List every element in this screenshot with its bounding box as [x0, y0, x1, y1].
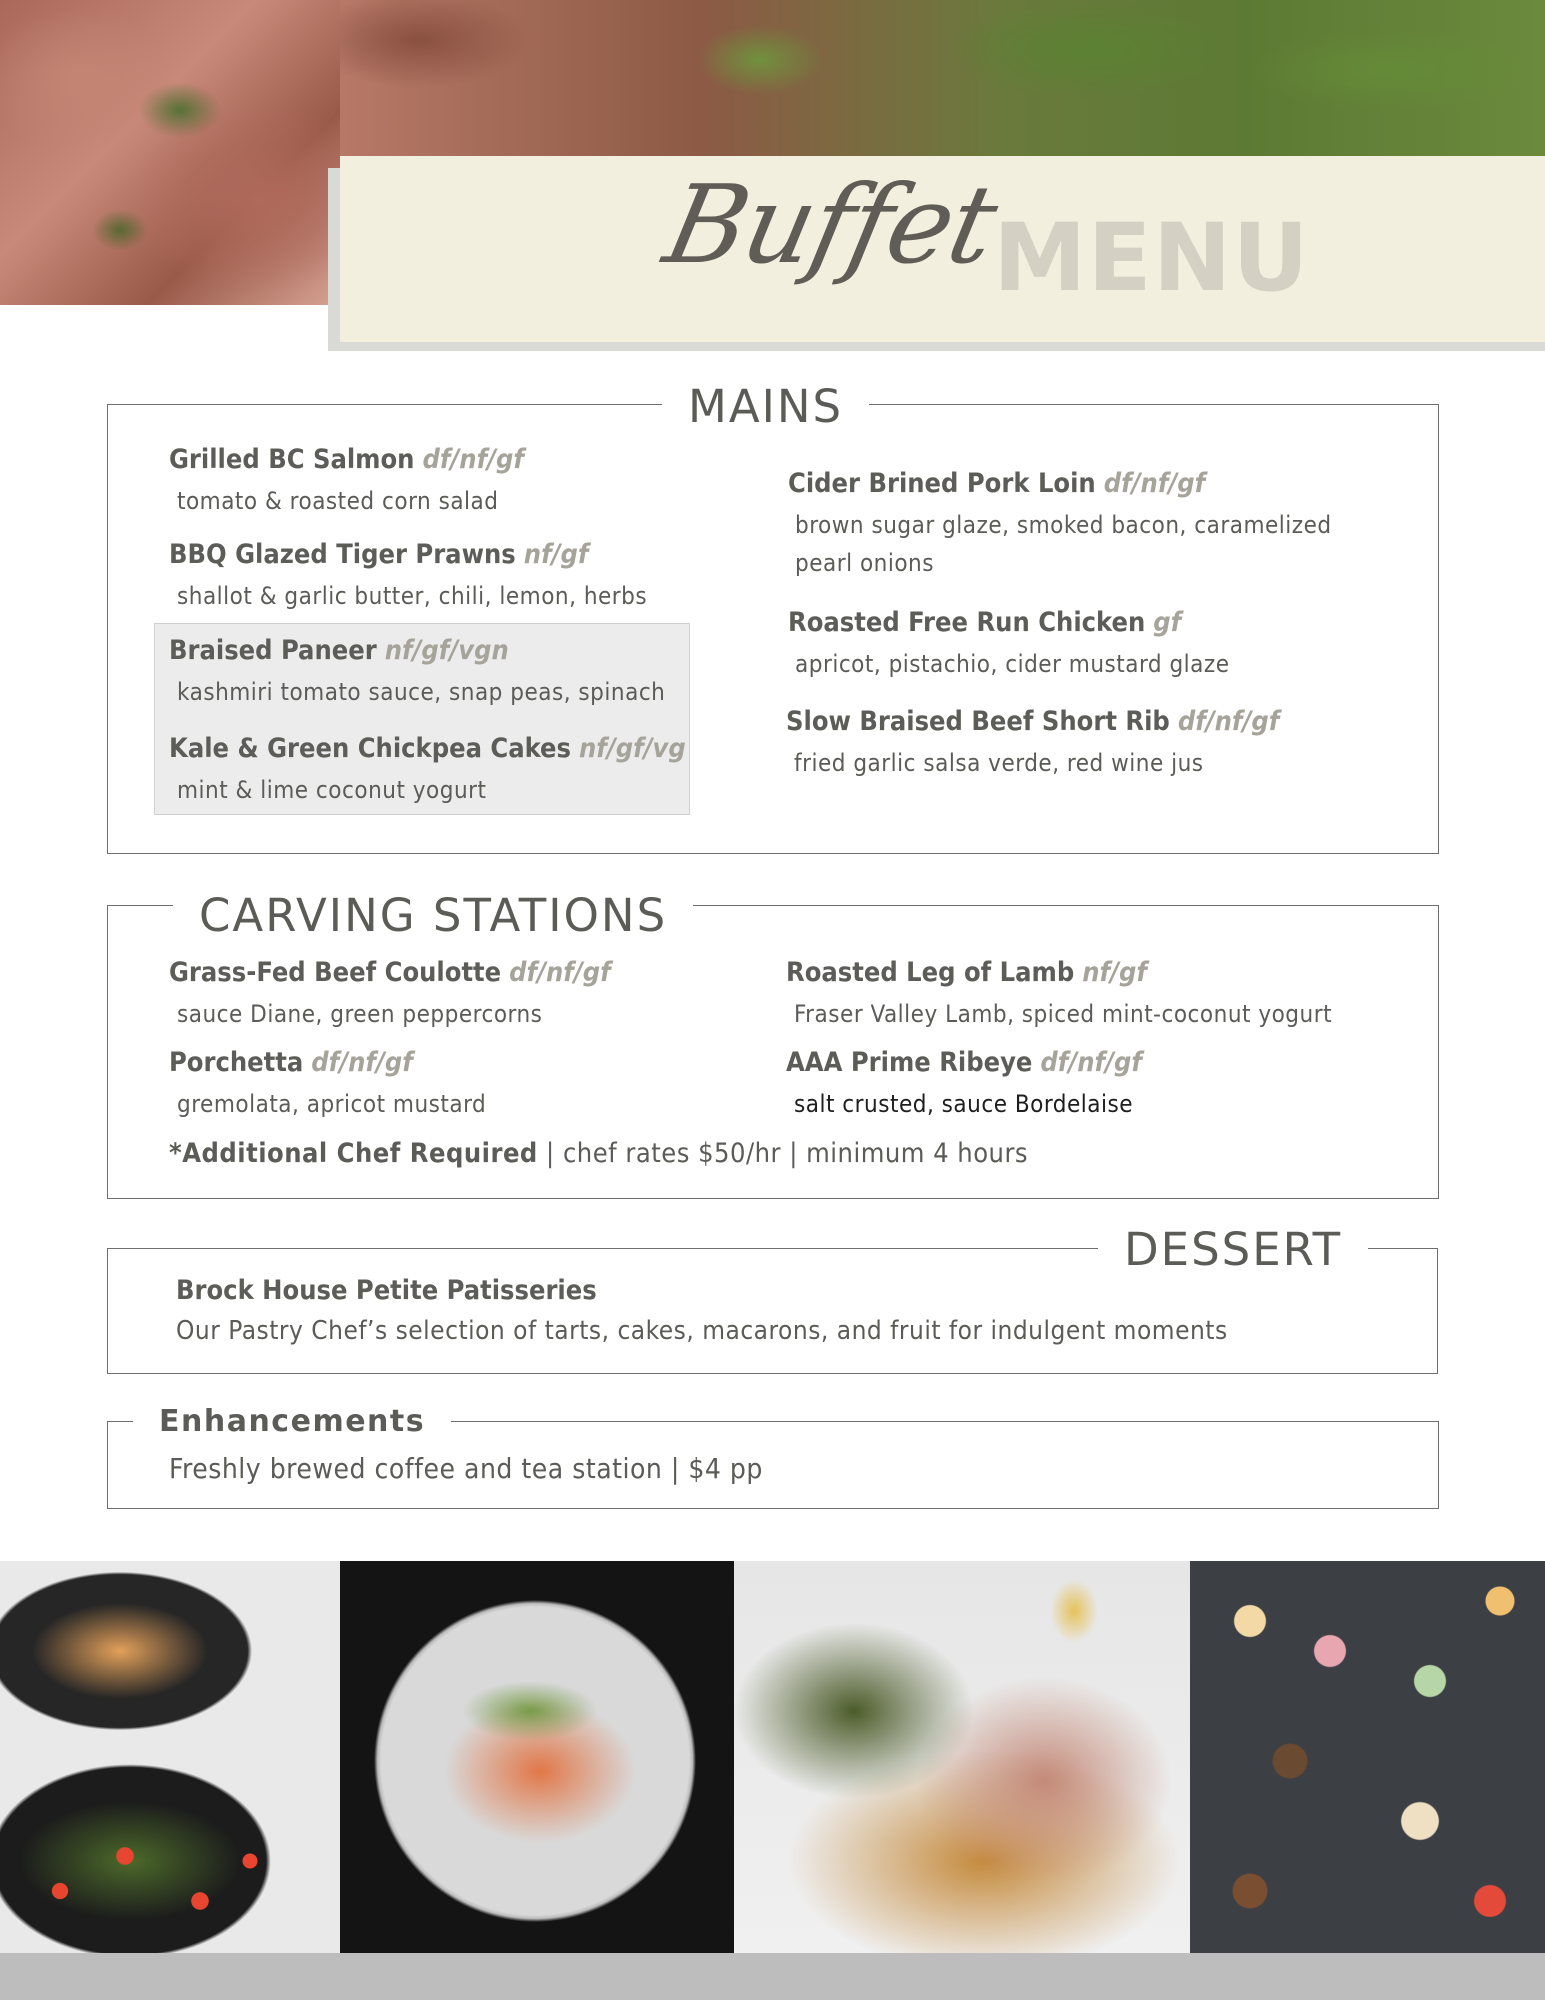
roast-lamb-photo	[734, 1561, 1190, 1953]
menu-item-desc: gremolata, apricot mustard	[177, 1090, 487, 1118]
title-menu: MENU	[993, 204, 1310, 313]
dietary-tags: df/nf/gf	[311, 1047, 413, 1078]
menu-item-desc: salt crusted, sauce Bordelaise	[794, 1090, 1134, 1118]
pastry-platter-photo	[1190, 1561, 1545, 1953]
menu-item-name: Slow Braised Beef Short Rib df/nf/gf	[786, 706, 1280, 737]
menu-item-desc: kashmiri tomato sauce, snap peas, spinach	[177, 678, 666, 706]
dietary-tags: df/nf/gf	[509, 957, 611, 988]
mains-title: MAINS	[662, 384, 869, 429]
dessert-item-name: Brock House Petite Patisseries	[176, 1275, 597, 1306]
menu-item-desc: fried garlic salsa verde, red wine jus	[794, 749, 1204, 777]
menu-item-name: Roasted Free Run Chicken gf	[788, 607, 1182, 638]
menu-item-desc: sauce Diane, green peppercorns	[177, 1000, 543, 1028]
menu-item-name: Cider Brined Pork Loin df/nf/gf	[788, 468, 1206, 499]
title-script-buffet: Buffet	[654, 163, 1006, 288]
enhancements-desc: Freshly brewed coffee and tea station | $4 pp	[169, 1452, 763, 1485]
dietary-tags: df/nf/gf	[1040, 1047, 1142, 1078]
menu-item-name: Kale & Green Chickpea Cakes nf/gf/vg	[169, 733, 686, 764]
dessert-item-desc: Our Pastry Chef’s selection of tarts, cakes, macarons, and fruit for indulgent moments	[176, 1316, 1228, 1346]
menu-item-name: AAA Prime Ribeye df/nf/gf	[786, 1047, 1142, 1078]
hero-image-herb-crust	[340, 0, 1545, 156]
menu-item-desc-continued: pearl onions	[795, 549, 934, 577]
dietary-tags: nf/gf/vgn	[384, 635, 509, 666]
menu-item-desc: tomato & roasted corn salad	[177, 487, 499, 515]
dietary-tags: gf	[1153, 607, 1182, 638]
menu-item-name: Braised Paneer nf/gf/vgn	[169, 635, 509, 666]
enhancements-title: Enhancements	[133, 1407, 451, 1437]
dietary-tags: nf/gf	[1082, 957, 1147, 988]
roasted-vegetables-and-pasta-photo	[0, 1561, 340, 1953]
menu-item-name: Roasted Leg of Lamb nf/gf	[786, 957, 1147, 988]
menu-item-desc: brown sugar glaze, smoked bacon, caramelized	[795, 511, 1332, 539]
dessert-title: DESSERT	[1098, 1227, 1368, 1272]
menu-item-desc: shallot & garlic butter, chili, lemon, herbs	[177, 582, 648, 610]
dietary-tags: nf/gf/vg	[579, 733, 686, 764]
menu-item-desc: apricot, pistachio, cider mustard glaze	[795, 650, 1230, 678]
dietary-tags: df/nf/gf	[422, 444, 524, 475]
hero-image-meat	[0, 0, 340, 305]
menu-item-desc: mint & lime coconut yogurt	[177, 776, 487, 804]
footer-bar	[0, 1953, 1545, 2000]
menu-item-name: Grilled BC Salmon df/nf/gf	[169, 444, 524, 475]
menu-item-desc: Fraser Valley Lamb, spiced mint-coconut yogurt	[794, 1000, 1333, 1028]
menu-item-name: BBQ Glazed Tiger Prawns nf/gf	[169, 539, 589, 570]
dietary-tags: df/nf/gf	[1177, 706, 1280, 737]
menu-item-name: Porchetta df/nf/gf	[169, 1047, 413, 1078]
dietary-tags: df/nf/gf	[1103, 468, 1206, 499]
carving-title: CARVING STATIONS	[173, 893, 693, 938]
menu-item-name: Grass-Fed Beef Coulotte df/nf/gf	[169, 957, 611, 988]
chef-required-note: *Additional Chef Required | chef rates $50/hr | minimum 4 hours	[169, 1138, 1029, 1169]
grilled-salmon-photo	[340, 1561, 734, 1953]
dietary-tags: nf/gf	[523, 539, 589, 570]
